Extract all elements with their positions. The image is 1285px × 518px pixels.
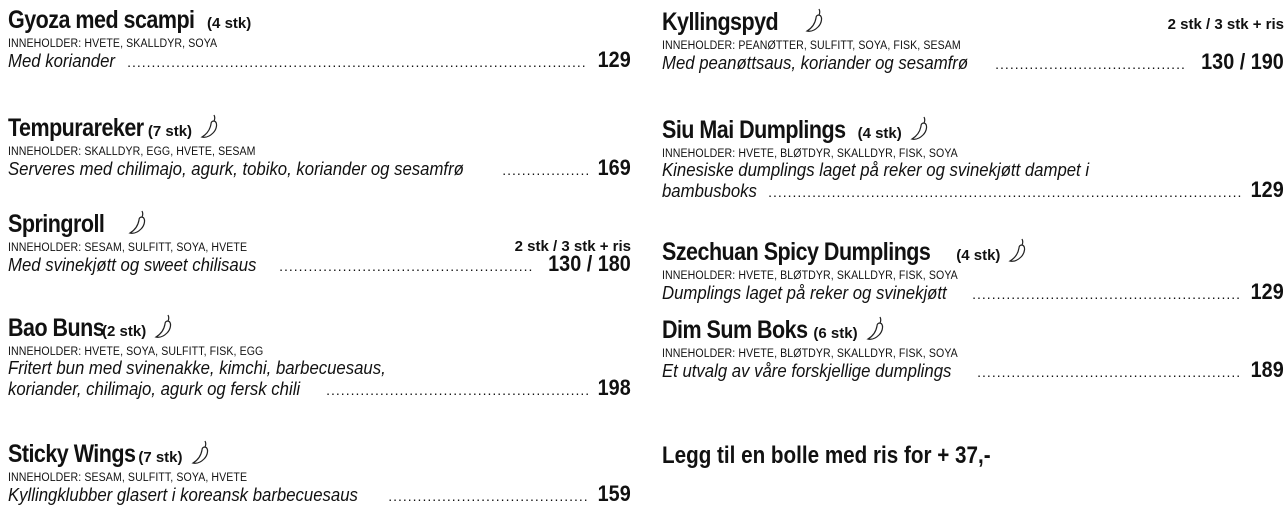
portion-options: 2 stk / 3 stk + ris — [1167, 16, 1284, 33]
item-quantity: (4 stk) — [853, 125, 902, 142]
allergen-list: INNEHOLDER: HVETE, SKALLDYR, SOYA — [8, 38, 218, 50]
item-name: Tempurareker — [8, 114, 144, 142]
dot-leader — [279, 256, 533, 276]
dot-leader — [127, 52, 588, 72]
item-description: Dumplings laget på reker og svinekjøtt — [662, 283, 947, 303]
item-quantity: (2 stk) — [97, 323, 147, 340]
item-quantity: (7 stk) — [134, 449, 183, 466]
item-description: Serveres med chilimajo, agurk, tobiko, koriander og sesamfrø — [8, 159, 464, 179]
description-line — [8, 481, 631, 506]
item-quantity: (4 stk) — [952, 247, 1001, 264]
chili-icon — [191, 440, 213, 466]
allergen-list: INNEHOLDER: HVETE, BLØTDYR, SKALLDYR, FISK, SOYA — [662, 270, 958, 282]
allergen-list: INNEHOLDER: HVETE, BLØTDYR, SKALLDYR, FISK, SOYA — [662, 148, 958, 160]
menu-item — [8, 110, 631, 180]
dot-leader — [768, 182, 1241, 202]
chili-icon — [1008, 238, 1030, 264]
menu-item — [662, 234, 1284, 304]
item-price: 169 — [597, 155, 631, 180]
item-description: koriander, chilimajo, agurk og fersk chili — [8, 379, 301, 399]
item-description: bambusboks — [662, 181, 757, 201]
menu-item — [8, 436, 631, 506]
description-line — [8, 251, 631, 276]
item-name: Dim Sum Boks — [662, 316, 808, 344]
description-line — [662, 279, 1284, 304]
description-line — [8, 155, 631, 180]
allergen-list: INNEHOLDER: SESAM, SULFITT, SOYA, HVETE — [8, 472, 248, 484]
dot-leader — [502, 160, 588, 180]
item-name: Kyllingspyd — [662, 8, 779, 36]
item-name: Szechuan Spicy Dumplings — [662, 238, 931, 266]
menu-item — [662, 4, 1284, 74]
chili-icon — [866, 316, 888, 342]
item-price: 129 — [1250, 279, 1284, 304]
item-description: Fritert bun med svinenakke, kimchi, barbecuesaus, — [8, 358, 386, 378]
item-price: 130 / 180 — [548, 251, 631, 276]
menu-item — [662, 112, 1284, 202]
item-quantity: (4 stk) — [202, 15, 252, 32]
portion-options: 2 stk / 3 stk + ris — [514, 238, 631, 255]
item-description: Et utvalg av våre forskjellige dumplings — [662, 361, 952, 381]
rice-addon-note: Legg til en bolle med ris for + 37,- — [662, 442, 991, 469]
description-line — [662, 49, 1284, 74]
description-line — [662, 177, 1284, 202]
item-description: Med peanøttsaus, koriander og sesamfrø — [662, 53, 969, 73]
item-description: Kyllingklubber glasert i koreansk barbecuesaus — [8, 485, 358, 505]
allergen-list: INNEHOLDER: SKALLDYR, EGG, HVETE, SESAM — [8, 146, 256, 158]
menu-item — [8, 310, 631, 400]
description-line — [662, 160, 1284, 180]
dot-leader — [326, 380, 588, 400]
item-quantity: (7 stk) — [143, 123, 193, 140]
description-line — [8, 375, 631, 400]
dot-leader — [388, 486, 588, 506]
description-line — [8, 47, 631, 72]
item-name: Sticky Wings — [8, 440, 136, 468]
chili-icon — [154, 314, 176, 340]
item-description: Med koriander — [8, 51, 116, 71]
item-price: 189 — [1250, 357, 1284, 382]
chili-icon — [910, 116, 932, 142]
item-quantity: (6 stk) — [809, 325, 858, 342]
item-name: Gyoza med scampi — [8, 6, 195, 34]
dot-leader — [977, 362, 1241, 382]
dot-leader — [995, 54, 1186, 74]
item-price: 198 — [597, 375, 631, 400]
item-price: 129 — [1250, 177, 1284, 202]
menu-item — [662, 312, 1284, 382]
allergen-list: INNEHOLDER: HVETE, BLØTDYR, SKALLDYR, FISK, SOYA — [662, 348, 958, 360]
item-price: 130 / 190 — [1201, 49, 1284, 74]
menu-item — [8, 6, 631, 72]
item-name: Springroll — [8, 210, 105, 238]
allergen-list: INNEHOLDER: SESAM, SULFITT, SOYA, HVETE — [8, 242, 248, 254]
chili-icon — [128, 210, 150, 236]
item-description: Kinesiske dumplings laget på reker og svinekjøtt dampet i — [662, 160, 1090, 180]
chili-icon — [200, 114, 222, 140]
allergen-list: INNEHOLDER: PEANØTTER, SULFITT, SOYA, FISK, SESAM — [662, 40, 961, 52]
description-line — [8, 358, 631, 378]
item-description: Med svinekjøtt og sweet chilisaus — [8, 255, 257, 275]
menu-item — [8, 206, 631, 276]
chili-icon — [805, 8, 827, 34]
description-line — [662, 357, 1284, 382]
allergen-list: INNEHOLDER: HVETE, SOYA, SULFITT, FISK, EGG — [8, 346, 264, 358]
item-name: Bao Buns — [8, 314, 105, 342]
dot-leader — [972, 284, 1241, 304]
item-price: 129 — [597, 47, 631, 72]
item-name: Siu Mai Dumplings — [662, 116, 846, 144]
item-price: 159 — [597, 481, 631, 506]
